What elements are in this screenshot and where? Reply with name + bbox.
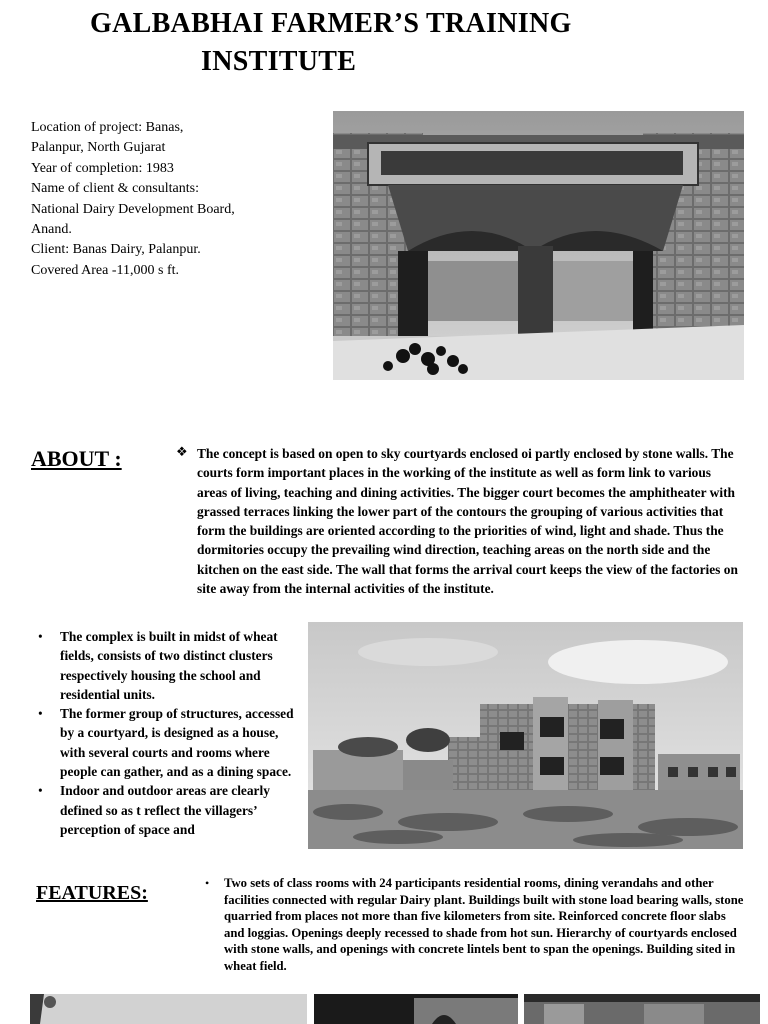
bottom-photo-2-illustration bbox=[314, 994, 518, 1024]
info-line: Location of project: Banas, bbox=[31, 120, 184, 135]
features-heading: FEATURES: bbox=[36, 882, 148, 904]
features-paragraph: Two sets of class rooms with 24 participants residential rooms, dining verandahs and other facilities connected with regular Dairy plant. Buildings built with stone load bearing walls, stone quarried from places not more than five kilometers from site. Reinforced concrete floor slabs and loggias. Openings deeply recessed to shade from hot sun. Hierarchy of courtyards enclosed with stone walls, and openings with concrete lintels bent to span the openings. Building sited in wheat field. bbox=[224, 876, 744, 973]
list-item-text: The complex is built in midst of wheat fields, consists of two distinct clusters respectively housing the school and residential units. bbox=[60, 629, 278, 702]
campus-buildings-photo bbox=[308, 622, 743, 849]
bottom-photo-3-illustration bbox=[524, 994, 760, 1024]
list-item-text: Indoor and outdoor areas are clearly defined so as t reflect the villagers’ perception of space and bbox=[60, 783, 270, 837]
entrance-gateway-photo bbox=[333, 111, 744, 380]
bullet-icon: • bbox=[38, 629, 43, 644]
bottom-photo-1 bbox=[30, 994, 307, 1024]
list-item bbox=[38, 627, 300, 704]
list-item bbox=[38, 704, 300, 781]
info-line: Client: Banas Dairy, Palanpur. bbox=[31, 242, 201, 258]
list-item-text: The former group of structures, accessed by a courtyard, is designed as a house, with several courts and rooms where people can gather, and as a dining space. bbox=[60, 706, 294, 780]
info-line: Palanpur, North Gujarat bbox=[31, 140, 166, 156]
about-paragraph: The concept is based on open to sky courtyards enclosed oi partly enclosed by stone walls. The courts form important places in the working of the institute as well as form link to various areas of living, teaching and dining activities. The bigger court becomes the amphitheater with grassed terraces linking the lower part of the contours the grouping of various activities that form the buildings are oriented according to the priorities of wind, light and shade. Thus the dormitories occupy the prevailing wind direction, teaching areas on the north side and the kitchen on the east side. The wall that forms the arrival court keeps the view of the factories on site away from the internal activities of the institute. bbox=[197, 446, 738, 597]
bullet-icon: • bbox=[38, 706, 43, 722]
bottom-photo-1-illustration bbox=[30, 994, 307, 1024]
list-item bbox=[38, 781, 300, 839]
entrance-gateway-illustration bbox=[333, 111, 744, 380]
diamond-bullet-icon: ❖ bbox=[176, 444, 188, 459]
bullet-icon: • bbox=[38, 783, 43, 799]
complex-points-list bbox=[38, 627, 300, 862]
bottom-photo-2 bbox=[314, 994, 518, 1024]
page-title-line-1: GALBABHAI FARMER’S TRAINING bbox=[90, 8, 572, 39]
campus-buildings-illustration bbox=[308, 622, 743, 849]
info-line: National Dairy Development Board, bbox=[31, 201, 235, 217]
about-heading: ABOUT : bbox=[31, 446, 122, 471]
info-line: Name of client & consultants: bbox=[31, 181, 199, 197]
project-info bbox=[31, 118, 321, 281]
info-line: Covered Area -11,000 s ft. bbox=[31, 262, 179, 278]
bullet-icon: • bbox=[205, 876, 210, 890]
page-title-line-2: INSTITUTE bbox=[201, 46, 357, 77]
info-line: Anand. bbox=[31, 222, 72, 238]
info-line: Year of completion: 1983 bbox=[31, 160, 174, 176]
bottom-photo-3 bbox=[524, 994, 760, 1024]
